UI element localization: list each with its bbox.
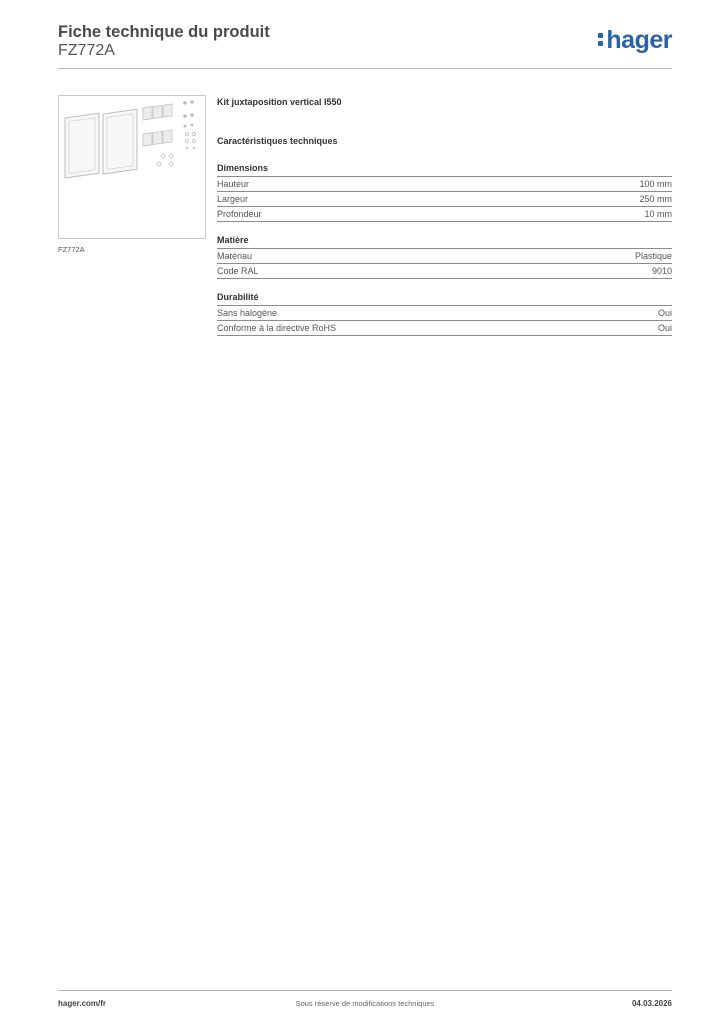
spec-row [217,321,672,336]
spec-group-material [217,234,672,279]
spec-value: Oui [657,323,672,333]
spec-label: Hauteur [217,179,250,189]
page-footer [58,990,672,1016]
specs-section-title: Caractéristiques techniques [217,136,338,146]
product-name: Kit juxtaposition vertical I550 [217,97,342,107]
spec-row [217,207,672,222]
product-illustration-icon [59,96,205,238]
spec-row [217,264,672,279]
header-divider [58,68,672,69]
footer-disclaimer: Sous réserve de modifications techniques [295,999,435,1008]
spec-label: Code RAL [217,266,259,276]
spec-row [217,306,672,321]
product-image-caption: FZ772A [58,245,85,254]
logo-dots-icon [598,32,604,48]
group-title: Matière [217,234,672,249]
spec-row [217,249,672,264]
page-header [58,22,672,68]
logo-text: hager [606,26,672,54]
spec-group-durability [217,291,672,336]
spec-value: 100 mm [639,179,672,189]
spec-group-dimensions [217,162,672,222]
spec-value: 10 mm [644,209,672,219]
group-title: Dimensions [217,162,672,177]
spec-label: Conforme à la directive RoHS [217,323,337,333]
spec-value: 9010 [651,266,672,276]
page-title: Fiche technique du produit [58,23,270,41]
footer-website: hager.com/fr [58,999,107,1008]
spec-value: 250 mm [639,194,672,204]
product-image [58,95,206,239]
spec-label: Largeur [217,194,249,204]
spec-label: Profondeur [217,209,262,219]
spec-row [217,177,672,192]
spec-label: Sans halogène [217,308,278,318]
spec-value: Plastique [634,251,672,261]
group-title: Durabilité [217,291,672,306]
spec-content [217,96,672,348]
spec-value: Oui [657,308,672,318]
spec-row [217,192,672,207]
footer-date: 04.03.2026 [631,999,672,1008]
footer-divider [58,990,672,991]
product-reference: FZ772A [58,42,115,59]
hager-logo [598,26,672,54]
spec-label: Matériau [217,251,253,261]
